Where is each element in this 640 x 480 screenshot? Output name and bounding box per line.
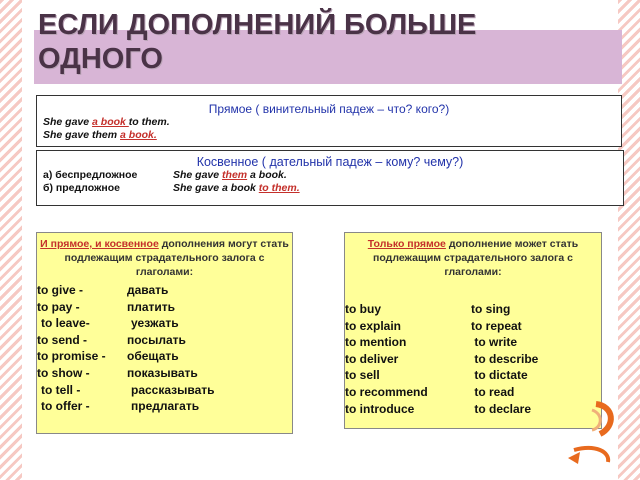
verb-row: [37, 299, 292, 316]
verb-right-column: to read: [471, 384, 515, 399]
direct-only-box: [344, 232, 602, 429]
verb-right-column: to sing: [471, 302, 511, 316]
highlighted-object: a book.: [120, 129, 157, 141]
verb-row: [37, 332, 292, 349]
verb-row: [37, 282, 292, 299]
direct-object-header: Прямое ( винительный падеж – что? кого?): [208, 102, 450, 116]
verb-row: [37, 398, 292, 415]
verb-russian: рассказывать: [131, 382, 215, 397]
verb-russian: предлагать: [131, 399, 200, 414]
highlighted-object: to them.: [258, 182, 300, 194]
verb-row: [37, 348, 292, 365]
both-objects-box: [36, 232, 293, 434]
slide-title: ЕСЛИ ДОПОЛНЕНИЙ БОЛЬШЕ ОДНОГО: [38, 9, 477, 75]
verb-russian: посылать: [127, 332, 186, 347]
verb-right-column: to write: [471, 335, 518, 350]
left-stripe-decoration: [0, 0, 22, 480]
verb-row: [345, 301, 601, 318]
verb-russian: обещать: [127, 349, 179, 364]
verb-english: to give -: [37, 283, 84, 297]
verb-row: [37, 382, 292, 399]
direct-example-1: She gave a book to them.: [43, 116, 170, 128]
highlighted-object: a book: [92, 116, 129, 128]
verb-row: [37, 315, 292, 332]
verb-left-column: to sell: [345, 368, 380, 383]
verb-english: to send -: [37, 332, 87, 347]
verb-right-column: to declare: [471, 401, 532, 416]
verb-russian: давать: [127, 283, 169, 297]
verb-left-column: to introduce: [345, 401, 415, 416]
indirect-example-a: а) беспредложное She gave them a book.: [43, 169, 287, 181]
verb-russian: платить: [127, 299, 176, 314]
verb-left-column: to explain: [345, 318, 402, 333]
indirect-object-header: Косвенное ( дательный падеж – кому? чему?): [196, 155, 464, 169]
verb-left-column: to buy: [345, 302, 381, 316]
verb-row: [345, 318, 601, 335]
verb-english: to promise -: [37, 349, 106, 364]
indirect-object-box: [36, 150, 624, 206]
verb-english: to pay -: [37, 299, 80, 314]
verb-row: [345, 384, 601, 401]
verb-left-column: to deliver: [345, 351, 399, 366]
verb-right-column: to repeat: [471, 318, 522, 333]
verb-left-column: to mention: [345, 335, 407, 350]
verb-row: [345, 367, 601, 384]
highlighted-object: them: [222, 169, 248, 181]
verb-row: [37, 365, 292, 382]
direct-example-2: She gave them a book.: [43, 129, 157, 141]
verb-right-column: to dictate: [471, 368, 528, 383]
verb-row: [345, 351, 601, 368]
verb-right-column: to describe: [471, 351, 539, 366]
direct-object-box: [36, 95, 622, 147]
both-objects-header: И прямое, и косвенное дополнения могут стать подлежащим страдательного залога с глаголами:: [40, 238, 289, 278]
verb-russian: показывать: [127, 365, 198, 380]
verb-row: [345, 334, 601, 351]
indirect-example-b: б) предложное She gave a book to them.: [43, 182, 300, 194]
verb-list: [345, 301, 601, 417]
verb-english: to leave-: [41, 316, 90, 331]
decorative-arrow-logo: [566, 400, 616, 472]
direct-only-header: Только прямое дополнение может стать подлежащим страдательного залога с глаголами:: [367, 238, 579, 278]
verb-left-column: to recommend: [345, 384, 428, 399]
verb-row: [345, 401, 601, 418]
verb-english: to offer -: [41, 399, 90, 414]
verb-english: to tell -: [41, 382, 81, 397]
verb-russian: уезжать: [131, 316, 179, 331]
verb-english: to show -: [37, 365, 90, 380]
verb-list: [37, 282, 292, 415]
